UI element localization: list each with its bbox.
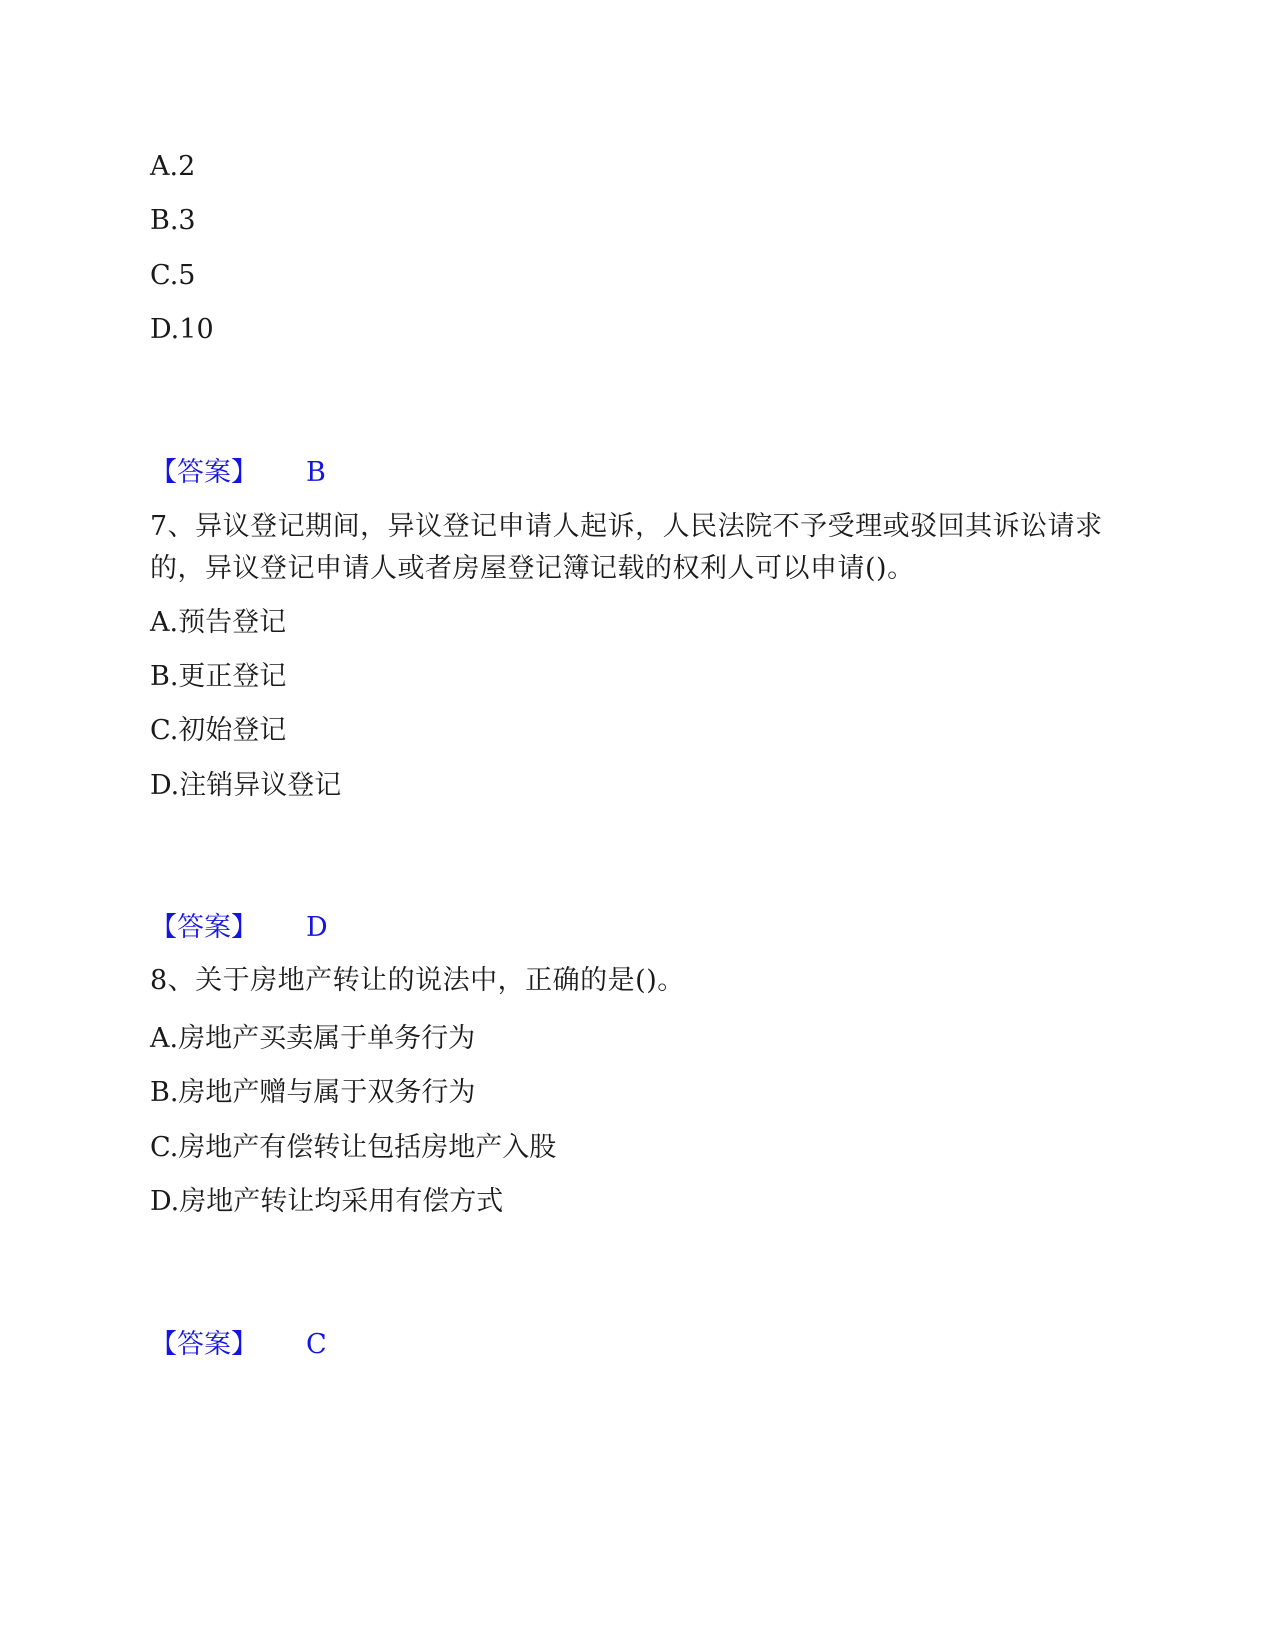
q6-option-d: D.10 <box>150 314 214 345</box>
q7-answer-label: 【答案】 <box>150 912 258 943</box>
q8-answer-label: 【答案】 <box>150 1329 258 1360</box>
q8-option-d: D.房地产转让均采用有偿方式 <box>150 1186 504 1217</box>
q7-option-b: B.更正登记 <box>150 661 287 692</box>
q8-stem: 8、关于房地产转让的说法中，正确的是()。 <box>150 965 685 996</box>
q7-answer-key: D <box>306 912 328 943</box>
q7-answer <box>150 910 328 946</box>
q8-option-c: C.房地产有偿转让包括房地产入股 <box>150 1132 557 1163</box>
q6-option-a: A.2 <box>150 151 196 182</box>
q8-answer <box>150 1327 327 1363</box>
q6-option-b: B.3 <box>150 205 196 236</box>
q6-answer-label: 【答案】 <box>150 457 258 488</box>
q6-option-c: C.5 <box>150 260 196 291</box>
q7-option-c: C.初始登记 <box>150 715 287 746</box>
q7-option-d: D.注销异议登记 <box>150 770 342 801</box>
q8-option-b: B.房地产赠与属于双务行为 <box>150 1077 476 1108</box>
q6-answer <box>150 455 326 491</box>
q8-option-a: A.房地产买卖属于单务行为 <box>150 1023 476 1054</box>
q6-answer-key: B <box>306 457 326 488</box>
q8-answer-key: C <box>306 1329 327 1360</box>
q7-option-a: A.预告登记 <box>150 607 287 638</box>
q7-stem: 7、异议登记期间，异议登记申请人起诉，人民法院不予受理或驳回其诉讼请求的，异议登记申请人或者房屋登记簿记载的权利人可以申请()。 <box>150 511 1103 584</box>
